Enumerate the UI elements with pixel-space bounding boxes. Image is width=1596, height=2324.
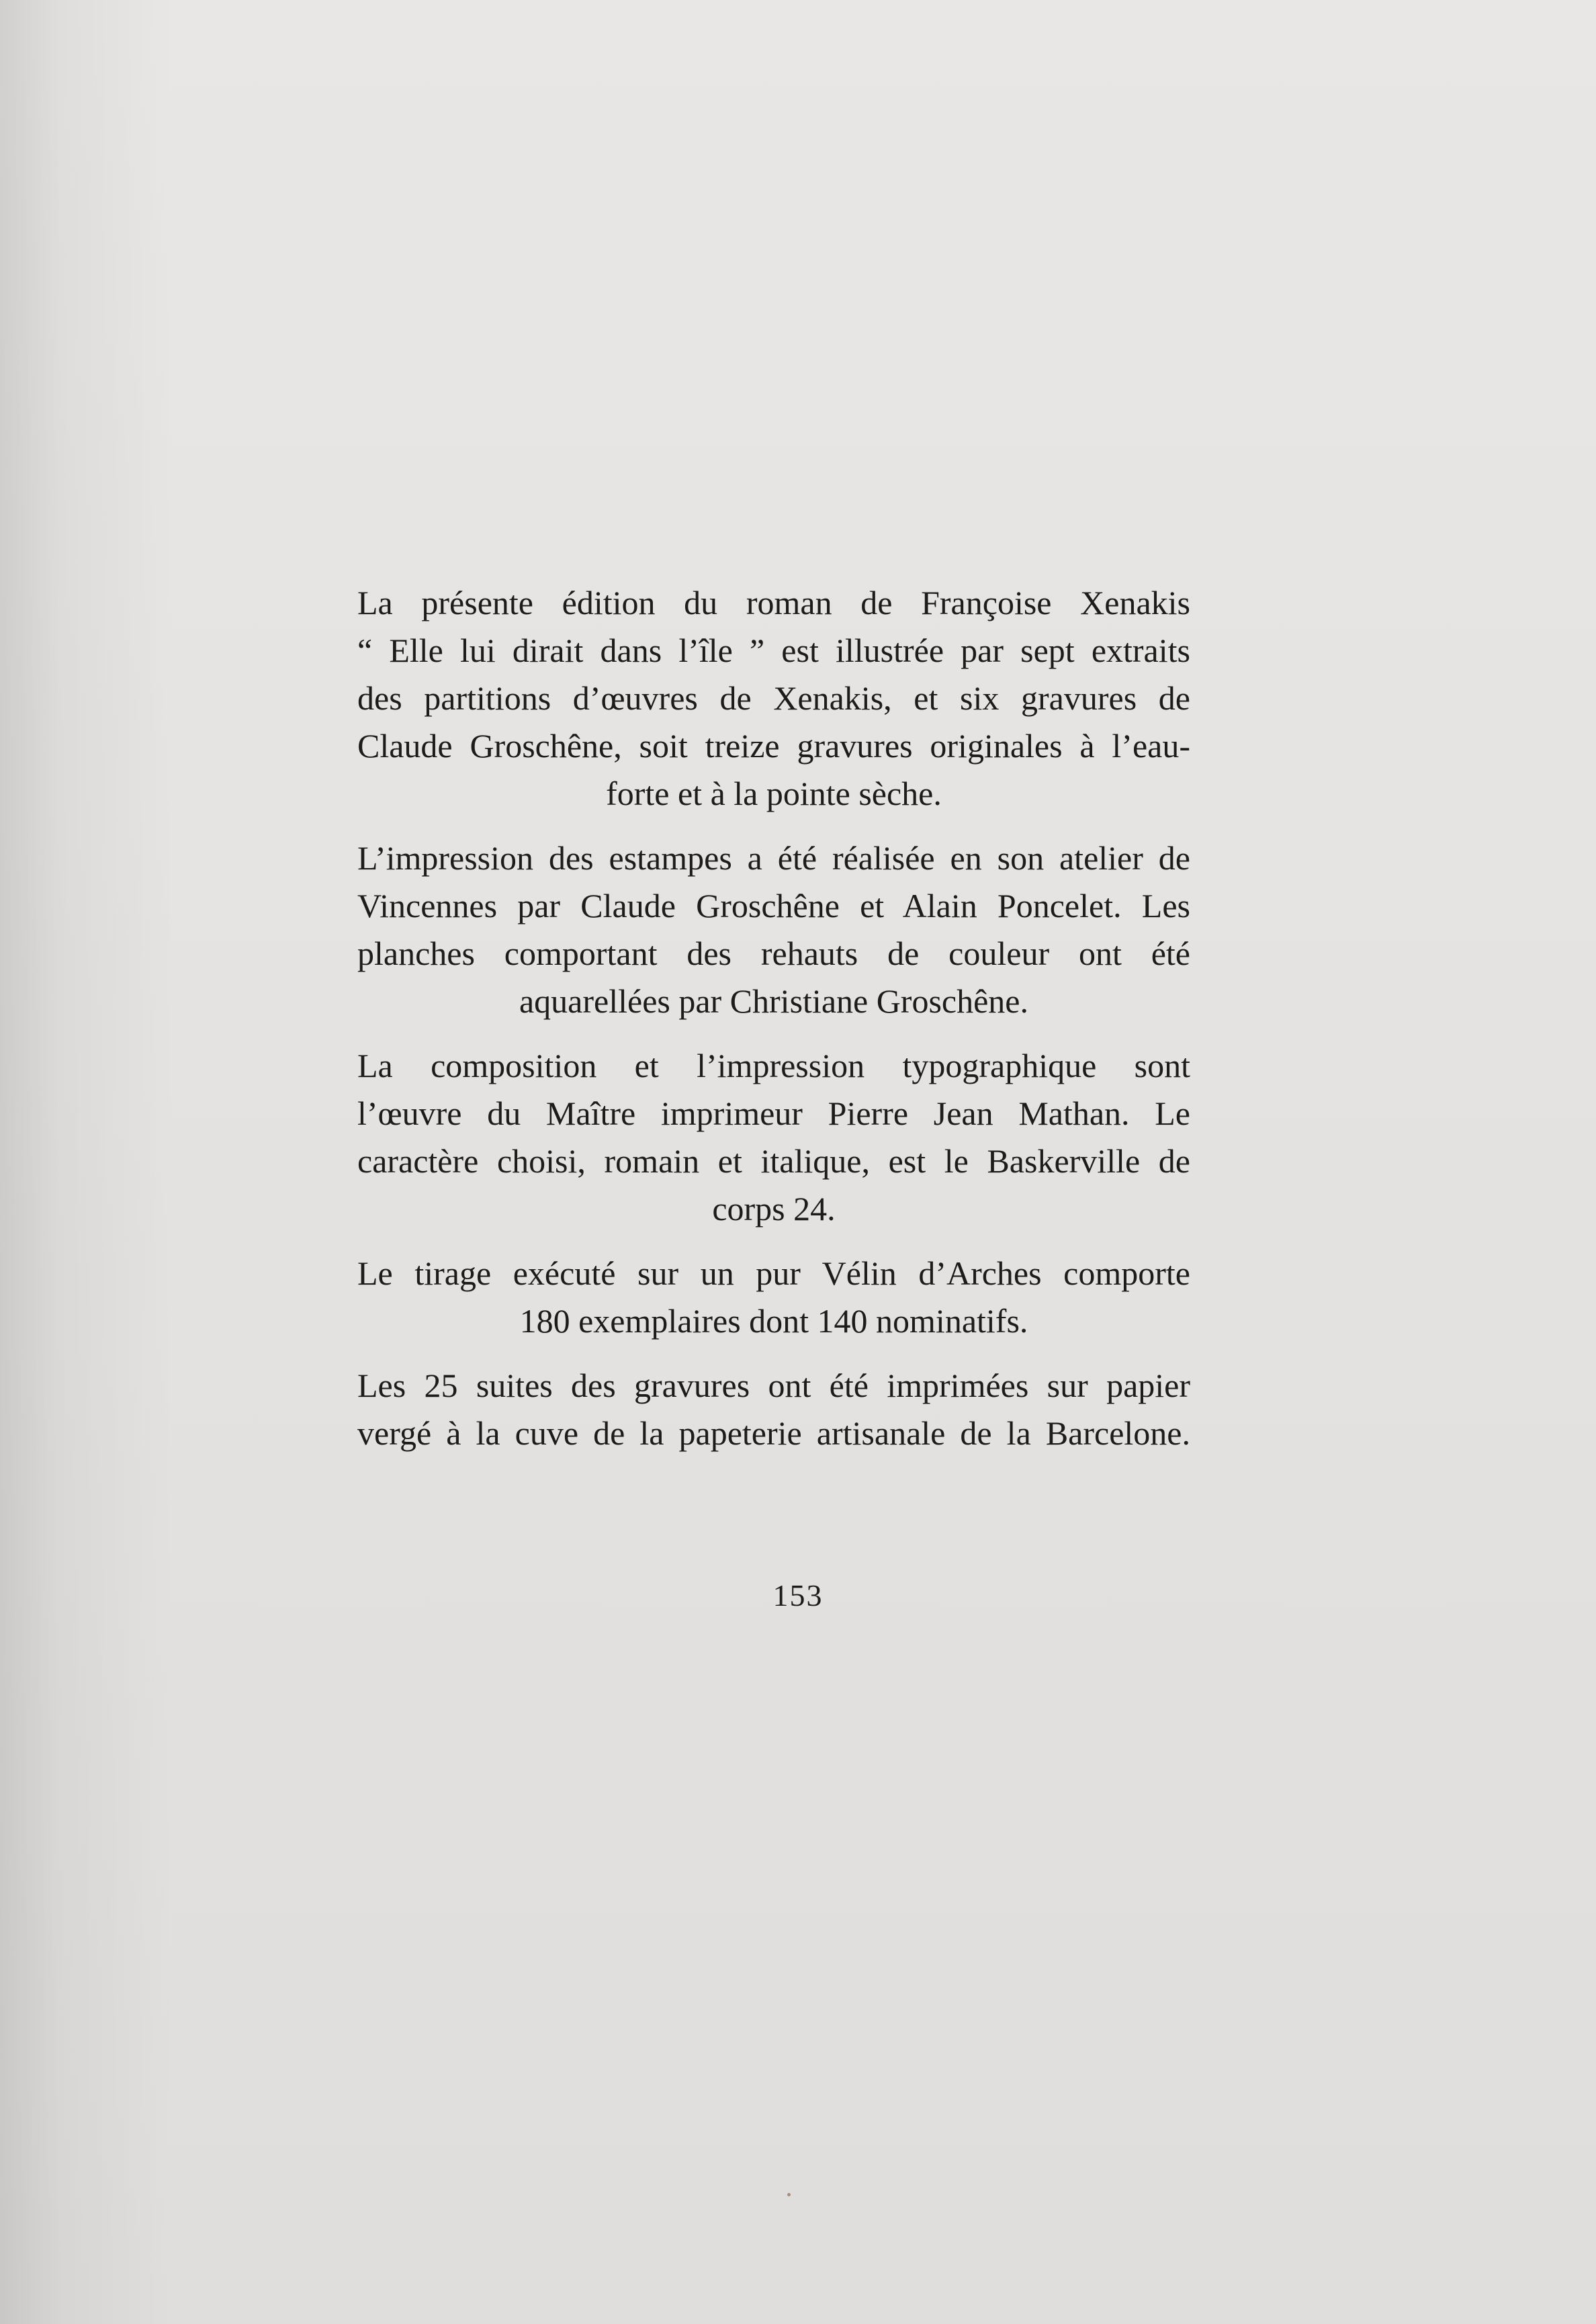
text-line: forte et à la pointe sèche. [606, 775, 942, 812]
text-line: vergé à la cuve de la papeterie artisanale de la Barcelone. [357, 1414, 1190, 1452]
text-line: “ Elle lui dirait dans l’île ” est illustrée par sept extraits [357, 632, 1190, 669]
colophon-paragraph-edition [357, 579, 1190, 818]
page-number: 153 [772, 1578, 824, 1612]
text-line: La composition et l’impression typographique sont [357, 1047, 1190, 1084]
text-line: Les 25 suites des gravures ont été imprimées sur papier [357, 1367, 1190, 1404]
text-line: Vincennes par Claude Groschêne et Alain Poncelet. Les [357, 887, 1190, 924]
text-line: 180 exemplaires dont 140 nominatifs. [519, 1302, 1028, 1340]
colophon-paragraph-suites [357, 1362, 1190, 1457]
colophon-paragraph-typography [357, 1042, 1190, 1233]
text-line: aquarellées par Christiane Groschêne. [519, 982, 1028, 1020]
text-line: corps 24. [712, 1190, 836, 1228]
text-line: La présente édition du roman de Françoise Xenakis [357, 584, 1190, 621]
text-line: Claude Groschêne, soit treize gravures originales à l’eau- [357, 727, 1190, 765]
text-line: L’impression des estampes a été réalisée en son atelier de [357, 839, 1190, 877]
text-line: l’œuvre du Maître imprimeur Pierre Jean Mathan. Le [357, 1094, 1190, 1132]
text-line: Le tirage exécuté sur un pur Vélin d’Arches comporte [357, 1254, 1190, 1292]
text-line: caractère choisi, romain et italique, est le Baskerville de [357, 1142, 1190, 1180]
colophon-text [357, 579, 1190, 1474]
colophon-paragraph-printing [357, 834, 1190, 1025]
text-line: des partitions d’œuvres de Xenakis, et six gravures de [357, 679, 1190, 717]
paper-speck [787, 2193, 791, 2196]
colophon-paragraph-print-run [357, 1250, 1190, 1345]
text-line: planches comportant des rehauts de couleur ont été [357, 935, 1190, 972]
